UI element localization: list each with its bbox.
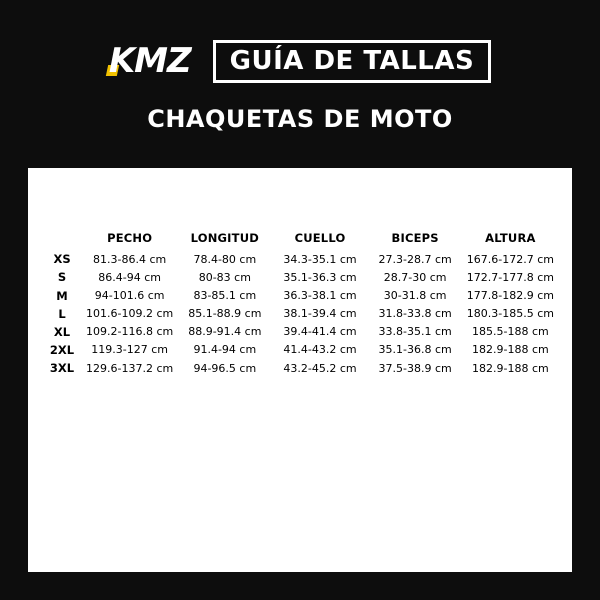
cell-cuello: 38.1-39.4 cm — [283, 307, 357, 321]
page-header — [0, 30, 600, 92]
cell-altura: 185.5-188 cm — [472, 325, 549, 339]
column-header-biceps: BICEPS — [391, 231, 439, 245]
column-header-longitud: LONGITUD — [190, 231, 259, 245]
cell-size: XS — [53, 252, 71, 267]
table-row — [42, 288, 558, 306]
cell-pecho: 86.4-94 cm — [98, 270, 161, 284]
brand-logo — [108, 41, 191, 81]
cell-biceps: 31.8-33.8 cm — [378, 307, 452, 321]
cell-longitud: 91.4-94 cm — [193, 343, 257, 357]
cell-biceps: 37.5-38.9 cm — [378, 361, 452, 375]
cell-pecho: 94-101.6 cm — [94, 288, 165, 302]
table-row — [42, 342, 558, 360]
table-row — [42, 269, 558, 287]
cell-pecho: 81.3-86.4 cm — [93, 252, 167, 266]
cell-altura: 172.7-177.8 cm — [466, 270, 554, 284]
size-table-head — [42, 230, 558, 251]
column-header-pecho: PECHO — [107, 231, 153, 245]
cell-size: XL — [53, 324, 71, 339]
table-row — [42, 324, 558, 342]
cell-biceps: 35.1-36.8 cm — [378, 343, 452, 357]
cell-cuello: 41.4-43.2 cm — [283, 343, 357, 357]
column-header-altura: ALTURA — [485, 231, 536, 245]
column-header-cuello: CUELLO — [294, 231, 346, 245]
cell-cuello: 43.2-45.2 cm — [283, 361, 357, 375]
page-subtitle: CHAQUETAS DE MOTO — [147, 105, 453, 133]
cell-longitud: 85.1-88.9 cm — [188, 307, 262, 321]
cell-pecho: 101.6-109.2 cm — [86, 307, 174, 321]
size-table — [42, 230, 558, 378]
cell-biceps: 27.3-28.7 cm — [378, 252, 452, 266]
cell-size: 2XL — [49, 343, 75, 358]
column-header-size — [42, 230, 82, 251]
cell-pecho: 129.6-137.2 cm — [86, 361, 174, 375]
cell-cuello: 34.3-35.1 cm — [283, 252, 357, 266]
cell-pecho: 109.2-116.8 cm — [86, 325, 174, 339]
cell-longitud: 88.9-91.4 cm — [188, 325, 262, 339]
cell-biceps: 30-31.8 cm — [383, 288, 447, 302]
cell-size: L — [58, 306, 66, 321]
page-title-box — [213, 40, 492, 83]
cell-altura: 177.8-182.9 cm — [466, 288, 554, 302]
page-title: GUÍA DE TALLAS — [229, 45, 475, 76]
cell-altura: 182.9-188 cm — [472, 361, 549, 375]
cell-cuello: 35.1-36.3 cm — [283, 270, 357, 284]
cell-pecho: 119.3-127 cm — [91, 343, 168, 357]
brand-logo-text: KMZ — [108, 41, 191, 81]
size-table-panel — [28, 168, 572, 572]
cell-longitud: 83-85.1 cm — [193, 288, 257, 302]
cell-longitud: 78.4-80 cm — [193, 252, 257, 266]
cell-altura: 167.6-172.7 cm — [466, 252, 554, 266]
cell-longitud: 80-83 cm — [198, 270, 251, 284]
table-row — [42, 360, 558, 378]
size-table-body — [42, 251, 558, 378]
cell-size: 3XL — [49, 361, 75, 376]
cell-biceps: 33.8-35.1 cm — [378, 325, 452, 339]
table-row — [42, 306, 558, 324]
cell-longitud: 94-96.5 cm — [193, 361, 257, 375]
cell-cuello: 36.3-38.1 cm — [283, 288, 357, 302]
cell-altura: 180.3-185.5 cm — [466, 307, 554, 321]
cell-cuello: 39.4-41.4 cm — [283, 325, 357, 339]
cell-size: M — [56, 288, 68, 303]
table-header-row — [42, 230, 558, 251]
table-row — [42, 251, 558, 269]
cell-size: S — [57, 270, 67, 285]
cell-altura: 182.9-188 cm — [472, 343, 549, 357]
cell-biceps: 28.7-30 cm — [383, 270, 447, 284]
